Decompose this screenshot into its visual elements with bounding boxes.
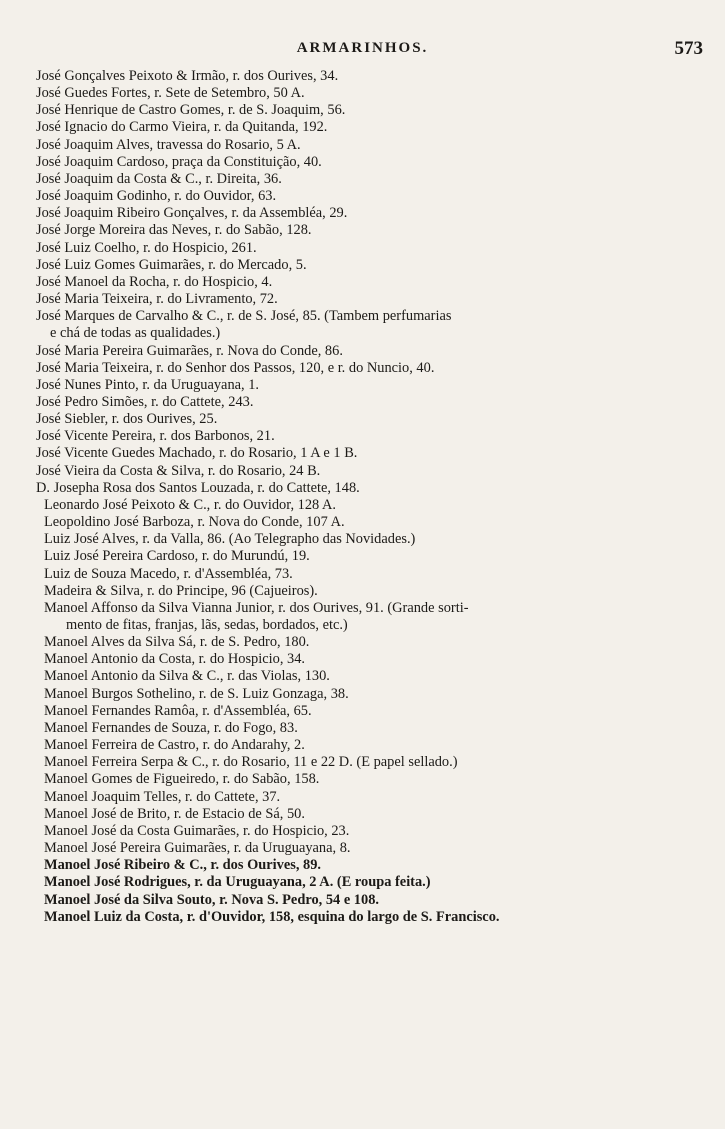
list-item: José Vieira da Costa & Silva, r. do Rosario, 24 B. [36, 462, 321, 479]
list-item: José Vicente Guedes Machado, r. do Rosario, 1 A e 1 B. [36, 445, 358, 462]
list-item: José Nunes Pinto, r. da Uruguayana, 1. [36, 376, 260, 393]
list-item: José Vicente Pereira, r. dos Barbonos, 21. [36, 428, 275, 445]
list-item: Manoel Ferreira de Castro, r. do Andarahy, 2. [44, 737, 305, 754]
list-item: José Joaquim Cardoso, praça da Constituição, 40. [36, 153, 322, 170]
list-item: José Luiz Coelho, r. do Hospicio, 261. [36, 239, 257, 256]
list-item: José Joaquim Ribeiro Gonçalves, r. da Assembléa, 29. [36, 205, 348, 222]
list-item: Luiz José Alves, r. da Valla, 86. (Ao Telegrapho das Novidades.) [44, 531, 416, 548]
page-title: ARMARINHOS. [296, 40, 429, 56]
list-item: Manoel José Ribeiro & C., r. dos Ourives, 89. [44, 857, 322, 874]
list-item-continuation: mento de fitas, franjas, lãs, sedas, bordados, etc.) [66, 617, 348, 633]
list-item: José Manoel da Rocha, r. do Hospicio, 4. [36, 273, 273, 290]
page-number: 573 [674, 38, 703, 59]
list-item: José Joaquim da Costa & C., r. Direita, 36. [36, 170, 282, 187]
list-item: José Ignacio do Carmo Vieira, r. da Quitanda, 192. [36, 119, 328, 136]
list-item: Leonardo José Peixoto & C., r. do Ouvidor, 128 A. [44, 496, 337, 513]
list-item: Madeira & Silva, r. do Principe, 96 (Cajueiros). [44, 582, 318, 599]
list-item: José Marques de Carvalho & C., r. de S. José, 85. (Tambem perfumarias [36, 308, 452, 325]
list-item: José Henrique de Castro Gomes, r. de S. Joaquim, 56. [36, 102, 346, 119]
list-item: Manoel Joaquim Telles, r. do Cattete, 37. [44, 788, 281, 805]
list-item: Luiz José Pereira Cardoso, r. do Murundú, 19. [44, 548, 310, 565]
list-item: Manoel José de Brito, r. de Estacio de Sá, 50. [44, 805, 305, 822]
list-item: Manoel José da Costa Guimarães, r. do Hospicio, 23. [44, 822, 350, 839]
list-item: Manoel Alves da Silva Sá, r. de S. Pedro, 180. [44, 634, 310, 651]
list-item: Manoel Ferreira Serpa & C., r. do Rosario, 11 e 22 D. (E papel sellado.) [44, 754, 458, 771]
list-item: José Jorge Moreira das Neves, r. do Sabão, 128. [36, 222, 312, 239]
list-item: Leopoldino José Barboza, r. Nova do Conde, 107 A. [44, 514, 345, 531]
list-item: Manoel Fernandes de Souza, r. do Fogo, 83. [44, 719, 298, 736]
list-item: José Guedes Fortes, r. Sete de Setembro, 50 A. [36, 85, 305, 102]
list-item: Manoel Affonso da Silva Vianna Junior, r. dos Ourives, 91. (Grande sorti- [44, 599, 469, 616]
list-item: José Joaquim Godinho, r. do Ouvidor, 63. [36, 188, 277, 205]
list-item: D. Josepha Rosa dos Santos Louzada, r. do Cattete, 148. [36, 479, 360, 496]
list-item: Luiz de Souza Macedo, r. d'Assembléa, 73. [44, 565, 293, 582]
entry-list [36, 68, 706, 926]
list-item: Manoel Luiz da Costa, r. d'Ouvidor, 158, esquina do largo de S. Francisco. [44, 908, 500, 925]
list-item: José Pedro Simões, r. do Cattete, 243. [36, 393, 254, 410]
list-item: José Luiz Gomes Guimarães, r. do Mercado, 5. [36, 256, 307, 273]
list-item: Manoel José Rodrigues, r. da Uruguayana, 2 A. (E roupa feita.) [44, 874, 431, 891]
list-item: Manoel Fernandes Ramôa, r. d'Assembléa, 65. [44, 702, 312, 719]
list-item: Manoel Antonio da Costa, r. do Hospicio, 34. [44, 651, 306, 668]
list-item-continuation: e chá de todas as qualidades.) [50, 325, 221, 342]
list-item: Manoel Gomes de Figueiredo, r. do Sabão, 158. [44, 771, 320, 788]
list-item: José Siebler, r. dos Ourives, 25. [36, 411, 218, 428]
list-item: Manoel Antonio da Silva & C., r. das Violas, 130. [44, 668, 330, 685]
list-item: Manoel Burgos Sothelino, r. de S. Luiz Gonzaga, 38. [44, 685, 349, 702]
list-item: José Maria Teixeira, r. do Livramento, 72. [36, 291, 278, 308]
list-item: Manoel José Pereira Guimarães, r. da Uruguayana, 8. [44, 840, 351, 857]
list-item: José Maria Pereira Guimarães, r. Nova do Conde, 86. [36, 342, 343, 359]
page-header [0, 40, 725, 62]
list-item: José Maria Teixeira, r. do Senhor dos Passos, 120, e r. do Nuncio, 40. [36, 359, 435, 376]
list-item: Manoel José da Silva Souto, r. Nova S. Pedro, 54 e 108. [44, 891, 379, 908]
list-item: José Joaquim Alves, travessa do Rosario, 5 A. [36, 136, 301, 153]
list-item: José Gonçalves Peixoto & Irmão, r. dos Ourives, 34. [36, 68, 339, 84]
